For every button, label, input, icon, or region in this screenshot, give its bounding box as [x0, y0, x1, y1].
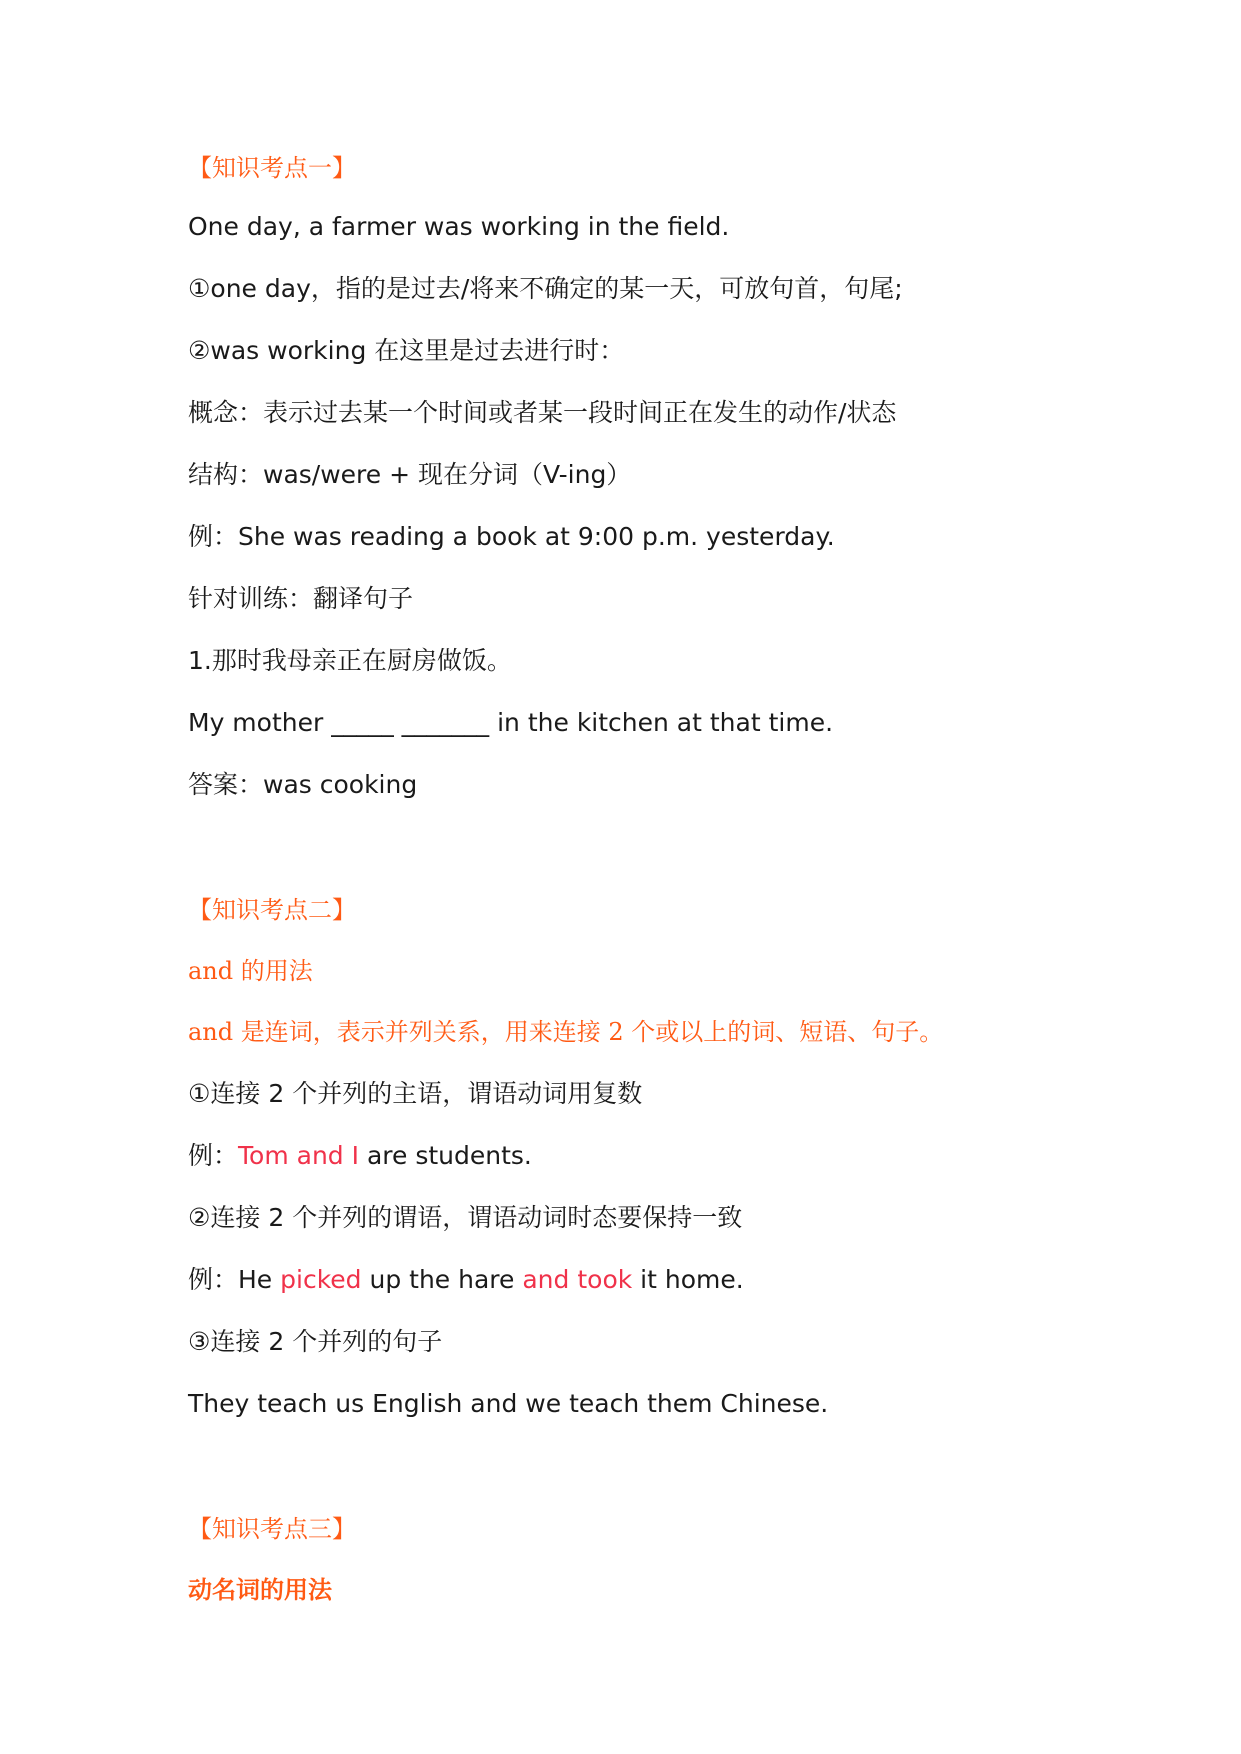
body-line: ②was working 在这里是过去进行时： [188, 336, 625, 365]
body-line: 1.那时我母亲正在厨房做饭。 [188, 646, 512, 675]
highlighted-text: and took [522, 1265, 633, 1294]
example-prefix: 例： [188, 1141, 239, 1170]
body-line: One day, a farmer was working in the field. [188, 212, 730, 241]
section-heading: 【知识考点二】 [188, 896, 356, 924]
body-line: ①one day，指的是过去/将来不确定的某一天，可放句首，句尾; [188, 274, 903, 303]
section-heading: 【知识考点一】 [188, 154, 356, 182]
body-line: 针对训练：翻译句子 [188, 584, 414, 613]
highlighted-text: picked [280, 1265, 362, 1294]
highlighted-text: Tom and I [238, 1141, 359, 1170]
body-line: My mother _____ _______ in the kitchen at that time. [188, 708, 834, 737]
section-subheading: and 是连词，表示并列关系，用来连接 2 个或以上的词、短语、句子。 [188, 1018, 944, 1046]
example-text: it home. [632, 1265, 744, 1294]
example-text: are students. [359, 1141, 532, 1170]
answer-line: 答案：was cooking [188, 770, 418, 799]
section-subheading: and 的用法 [188, 957, 313, 985]
body-line: 例：She was reading a book at 9:00 p.m. yesterday. [188, 522, 835, 551]
section-heading: 【知识考点三】 [188, 1515, 356, 1543]
example-prefix: 例：He [188, 1265, 281, 1294]
body-line: ③连接 2 个并列的句子 [188, 1327, 443, 1356]
body-line: 概念：表示过去某一个时间或者某一段时间正在发生的动作/状态 [188, 398, 897, 427]
body-line: ②连接 2 个并列的谓语，谓语动词时态要保持一致 [188, 1203, 743, 1232]
example-line: They teach us English and we teach them Chinese. [188, 1389, 829, 1418]
section-subheading: 动名词的用法 [188, 1575, 332, 1604]
body-line: ①连接 2 个并列的主语，谓语动词用复数 [188, 1079, 643, 1108]
example-line [188, 1139, 532, 1173]
example-line [188, 1263, 744, 1297]
example-text: up the hare [361, 1265, 523, 1294]
body-line: 结构：was/were + 现在分词（V-ing） [188, 460, 632, 489]
